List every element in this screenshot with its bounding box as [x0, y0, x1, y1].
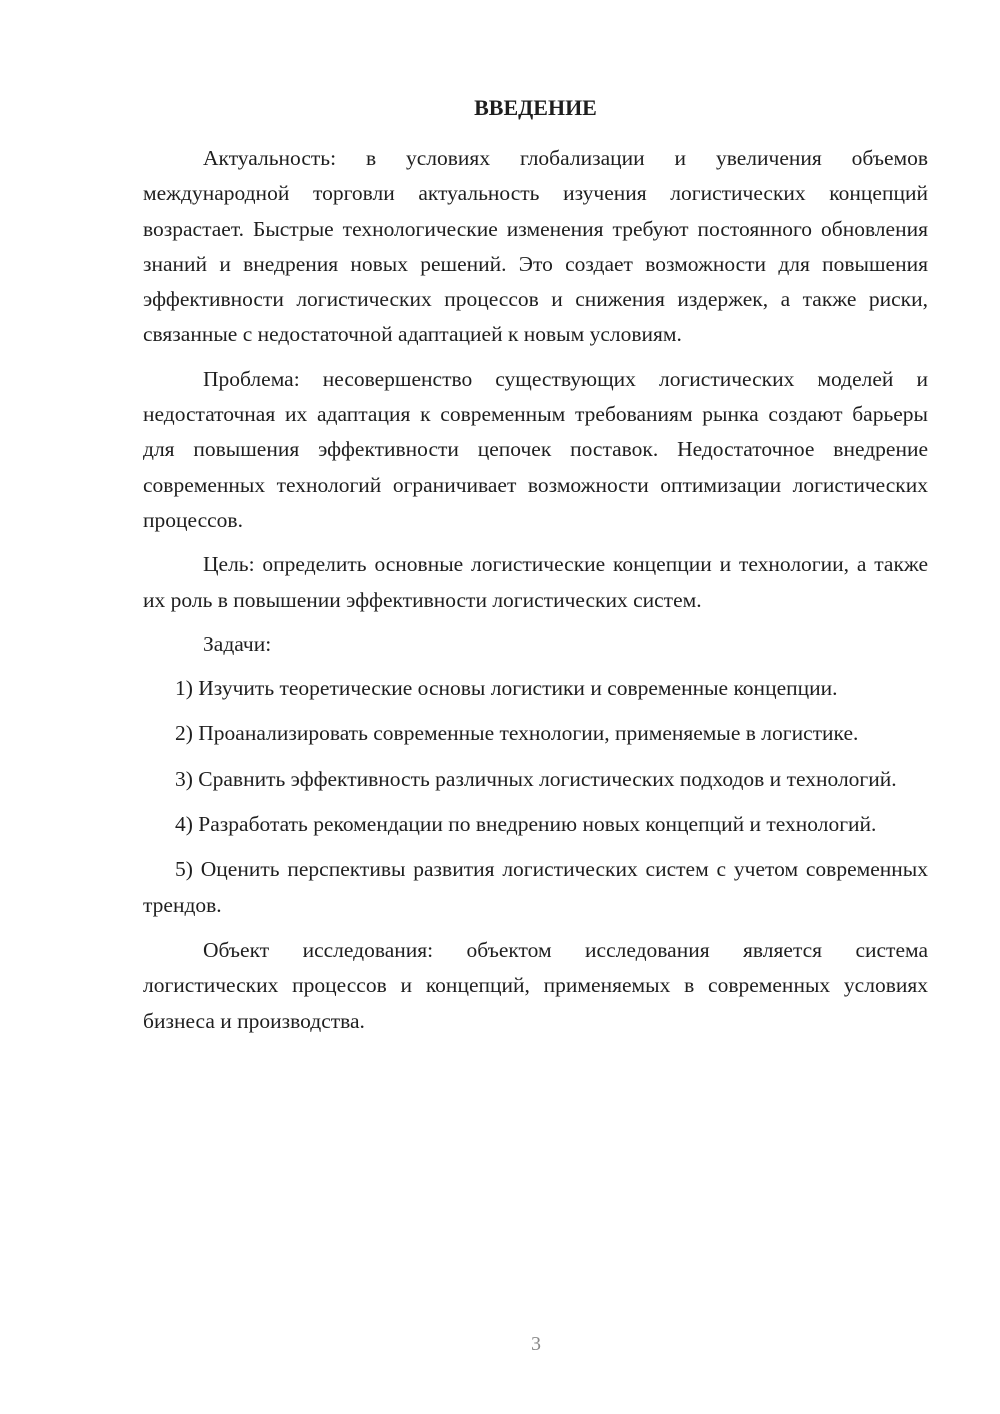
goal-paragraph: Цель: определить основные логистические концепции и технологии, а также их роль в повышении эффективности логистических систем. — [143, 552, 928, 612]
tasks-list — [143, 671, 928, 923]
problem-paragraph: Проблема: несовершенство существующих логистических моделей и недостаточная их адаптация к современным требованиям рынка создают барьеры для повышения эффективности цепочек поставок. Недостаточное внедрение современных технологий ограничивает возможности оптимизации логистических процессов. — [143, 366, 928, 532]
list-item: 1) Изучить теоретические основы логистики и современные концепции. — [175, 676, 838, 701]
page-title: ВВЕДЕНИЕ — [474, 95, 597, 120]
relevance-paragraph: Актуальность: в условиях глобализации и увеличения объемов международной торговли актуальность изучения логистических концепций возрастает. Быстрые технологические изменения требуют постоянного обновления знаний и внедрения новых решений. Это создает возможности для повышения эффективности логистических процессов и снижения издержек, а также риски, связанные с недостаточной адаптацией к новым условиям. — [143, 146, 928, 347]
list-item: 5) Оценить перспективы развития логистических систем с учетом современных трендов. — [143, 857, 928, 917]
page-number: 3 — [531, 1333, 541, 1355]
page-content — [143, 90, 928, 1048]
research-object-paragraph: Объект исследования: объектом исследования является система логистических процессов и концепций, применяемых в современных условиях бизнеса и производства. — [143, 937, 928, 1033]
list-item: 4) Разработать рекомендации по внедрению новых концепций и технологий. — [175, 812, 877, 837]
tasks-heading: Задачи: — [203, 631, 272, 656]
list-item: 2) Проанализировать современные технологии, применяемые в логистике. — [175, 721, 859, 746]
list-item: 3) Сравнить эффективность различных логистических подходов и технологий. — [175, 766, 897, 791]
